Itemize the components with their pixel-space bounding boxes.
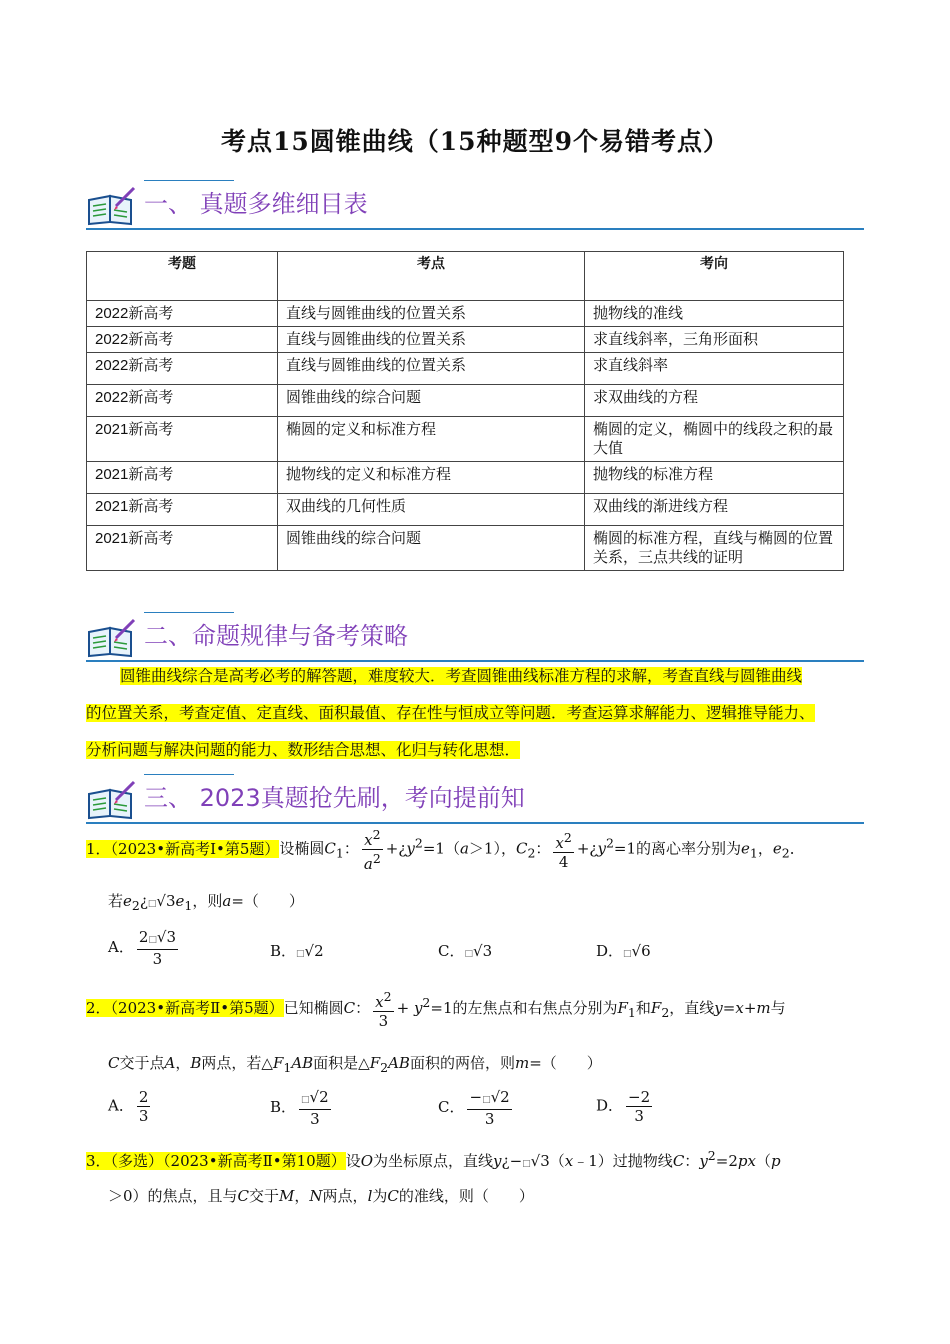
q3-text: 为 <box>372 1187 388 1205</box>
q3-text: 的准线，则（ ） <box>398 1187 534 1205</box>
question-1-number: 1．（2023•新高考Ⅰ•第5题） <box>86 839 280 858</box>
cell-point: 抛物线的定义和标准方程 <box>278 462 585 494</box>
q2-text: 两点，若△ <box>201 1054 273 1072</box>
cell-year: 2022新高考 <box>87 327 278 353</box>
q1-option-c[interactable]: C．□√3 <box>438 942 493 960</box>
q2-d-num: −2 <box>628 1088 651 1106</box>
q2-b-den: 3 <box>310 1110 320 1128</box>
q2-option-c[interactable]: C． $\frac{-□√2}{3}$ <box>438 1088 510 1128</box>
q3-text: 为坐标原点，直线 <box>373 1152 494 1170</box>
table-header-row <box>87 252 844 301</box>
table-row <box>87 417 844 462</box>
question-2-number: 2．（2023•新高考Ⅱ•第5题） <box>86 999 284 1017</box>
cell-point: 圆锥曲线的综合问题 <box>278 526 585 571</box>
col-header-direction: 考向 <box>585 252 844 301</box>
question-3-line-2: ＞0）的焦点，且与C交于M，N两点，l为C的准线，则（ ） <box>108 1187 534 1205</box>
question-1-line-1: 1．（2023•新高考Ⅰ•第5题）设椭圆$C_1$： $\frac{x^2}{a^2}$ $+¿y^2=1(a>1)$，$C_2$： $\frac{x^2}{4}$ $+¿y^2=1$的离心率分别为$e_1$，$e_2$． <box>86 827 805 873</box>
book-pen-icon <box>86 186 136 226</box>
cell-year: 2022新高考 <box>87 385 278 417</box>
q2-text: 已知椭圆 <box>283 999 344 1017</box>
cell-year: 2021新高考 <box>87 462 278 494</box>
cell-year: 2022新高考 <box>87 301 278 327</box>
option-label: D． <box>596 1096 624 1115</box>
cell-point: 双曲线的几何性质 <box>278 494 585 526</box>
q3-text: （ <box>755 1152 771 1170</box>
q3-text: 交于 <box>249 1187 280 1205</box>
q3-text: 设 <box>345 1152 361 1170</box>
table-row <box>87 526 844 571</box>
section-header-3 <box>86 774 864 824</box>
q2-c-den: 3 <box>484 1110 495 1128</box>
q2-text: ，直线 <box>669 999 715 1017</box>
book-pen-icon <box>86 780 136 820</box>
q1-c-val: 3 <box>482 942 493 960</box>
question-3-number: 3．（多选）（2023•新高考Ⅱ•第10题） <box>86 1152 346 1170</box>
q1-a-den: 3 <box>152 950 163 968</box>
q3-text: ＞0）的焦点，且与 <box>108 1187 238 1205</box>
q1-text: 设椭圆 <box>279 839 325 858</box>
exam-table <box>86 251 844 571</box>
q1-text: =1的离心率分别为 <box>613 839 742 858</box>
q2-text: 与 <box>770 999 786 1017</box>
option-label: B． <box>270 1098 297 1116</box>
cell-direction: 求直线斜率，三角形面积 <box>585 327 844 353</box>
q1-d-val: 6 <box>641 942 651 960</box>
q2-d-den: 3 <box>634 1107 644 1125</box>
cell-direction: 抛物线的准线 <box>585 301 844 327</box>
cell-point: 直线与圆锥曲线的位置关系 <box>278 353 585 385</box>
cell-direction: 求双曲线的方程 <box>585 385 844 417</box>
q1-option-b[interactable]: B．□√2 <box>270 942 324 960</box>
question-1-line-2: 若$e_2¿□√3e_1$，则a=（ ） <box>108 892 304 913</box>
strategy-paragraph <box>86 658 886 769</box>
cell-year: 2021新高考 <box>87 494 278 526</box>
section-header-2 <box>86 612 864 662</box>
option-label: B． <box>270 942 297 960</box>
strategy-line-1: 圆锥曲线综合是高考必考的解答题，难度较大．考查圆锥曲线标准方程的求解，考查直线与圆锥曲线 <box>120 667 803 685</box>
cell-direction: 椭圆的标准方程，直线与椭圆的位置关系，三点共线的证明 <box>585 526 844 571</box>
q2-option-b[interactable]: B． $\frac{□√2}{3}$ <box>270 1088 329 1128</box>
option-label: D． <box>596 942 624 960</box>
col-header-exam: 考题 <box>87 252 278 301</box>
q1-option-d[interactable]: D．□√6 <box>596 942 651 960</box>
table-row <box>87 385 844 417</box>
q1-text: =（ ） <box>231 892 304 910</box>
cell-direction: 抛物线的标准方程 <box>585 462 844 494</box>
q2-text: =（ ） <box>529 1054 602 1072</box>
q1-b-val: 2 <box>314 942 324 960</box>
q2-text: 和 <box>635 999 651 1017</box>
option-label: A． <box>108 938 134 956</box>
q1-option-a[interactable]: A． $\frac{2□√3}{3}$ <box>108 928 177 968</box>
cell-year: 2022新高考 <box>87 353 278 385</box>
section-title-3: 三、 2023真题抢先刷，考向提前知 <box>144 784 525 812</box>
cell-direction: 椭圆的定义，椭圆中的线段之积的最大值 <box>585 417 844 462</box>
cell-point: 直线与圆锥曲线的位置关系 <box>278 301 585 327</box>
option-label: A． <box>108 1096 134 1115</box>
question-3-line-1: 3．（多选）（2023•新高考Ⅱ•第10题）设O为坐标原点，直线y¿−□√3（x﹣1）过抛物线C：$y^2=2px(p$ <box>86 1148 781 1170</box>
q2-a-den: 3 <box>138 1107 149 1125</box>
table-row <box>87 353 844 385</box>
table-row <box>87 462 844 494</box>
q1-text: ，则 <box>192 892 223 910</box>
page-title: 考点15圆锥曲线（15种题型9个易错考点） <box>221 127 729 156</box>
q3-text: =2 <box>715 1152 738 1170</box>
cell-direction: 求直线斜率 <box>585 353 844 385</box>
strategy-line-2: 的位置关系，考查定值、定直线、面积最值、存在性与恒成立等问题．考查运算求解能力、逻辑推导能力、 <box>86 704 815 722</box>
table-row <box>87 301 844 327</box>
q1-text: ． <box>789 839 805 858</box>
table-row <box>87 327 844 353</box>
cell-point: 直线与圆锥曲线的位置关系 <box>278 327 585 353</box>
q1-a-rad: 3 <box>166 928 177 946</box>
col-header-point: 考点 <box>278 252 585 301</box>
q1-a-num: 2 <box>138 928 149 946</box>
q2-text: 交于点 <box>119 1054 165 1072</box>
table-row <box>87 494 844 526</box>
cell-point: 圆锥曲线的综合问题 <box>278 385 585 417</box>
section-header-1 <box>86 180 864 230</box>
question-2-line-1: 2．（2023•新高考Ⅱ•第5题）已知椭圆C： $\frac{x^2}{3}$ + $y^2=1$的左焦点和右焦点分别为$F_1$和$F_2$，直线y=x+m与 <box>86 989 786 1030</box>
cell-year: 2021新高考 <box>87 526 278 571</box>
q1-text: =1（ <box>422 839 460 858</box>
q2-option-d[interactable] <box>596 1088 655 1125</box>
q2-a-num: 2 <box>138 1088 149 1106</box>
section-title-1: 一、 真题多维细目表 <box>144 190 368 218</box>
q2-text: 面积是△ <box>313 1054 370 1072</box>
book-pen-icon <box>86 618 136 658</box>
section-title-2: 二、命题规律与备考策略 <box>144 622 408 650</box>
q3-text: ﹣1）过抛物线 <box>573 1152 673 1170</box>
cell-point: 椭圆的定义和标准方程 <box>278 417 585 462</box>
cell-year: 2021新高考 <box>87 417 278 462</box>
q2-text: 面积的两倍，则 <box>409 1054 515 1072</box>
strategy-line-3: 分析问题与解决问题的能力、数形结合思想、化归与转化思想． <box>86 741 521 759</box>
q1-text: 若 <box>108 892 124 910</box>
q2-text: =1的左焦点和右焦点分别为 <box>430 999 618 1017</box>
option-label: C． <box>438 1098 465 1116</box>
question-2-line-2: C交于点A，B两点，若$\triangle F_1AB$面积是$\triangle F_2AB$面积的两倍，则m=（ ） <box>108 1054 602 1075</box>
q3-text: 两点， <box>322 1187 368 1205</box>
q1-text: ＞1）， <box>468 839 516 858</box>
q1-text: 3 <box>165 892 176 910</box>
cell-direction: 双曲线的渐进线方程 <box>585 494 844 526</box>
option-label: C． <box>438 942 465 960</box>
q3-text: （ <box>549 1152 565 1170</box>
q2-option-a[interactable] <box>108 1088 153 1125</box>
